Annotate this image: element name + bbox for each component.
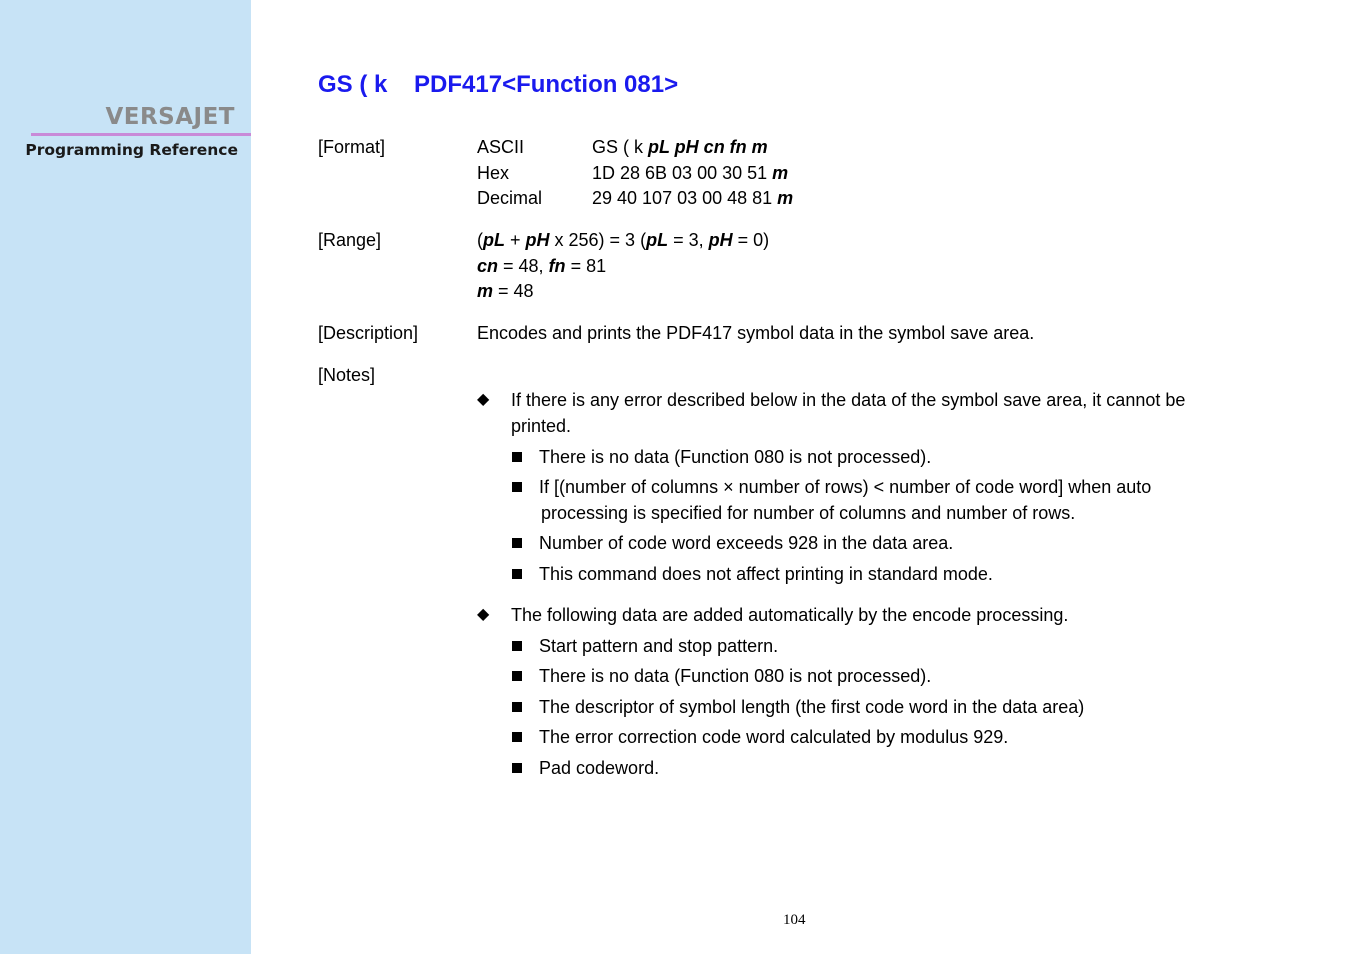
note-1-item: There is no data (Function 080 is not processed).	[539, 447, 932, 467]
range-line-3: m = 48	[477, 281, 534, 301]
note-1-line-2: printed.	[511, 416, 572, 436]
description-text: Encodes and prints the PDF417 symbol data in the symbol save area.	[477, 323, 1035, 343]
brand-subtitle: Programming Reference	[25, 141, 238, 159]
square-bullet-icon	[512, 763, 522, 773]
diamond-bullet-icon: ◆	[477, 391, 490, 408]
brand-divider	[31, 133, 251, 136]
note-2-item: The descriptor of symbol length (the first code word in the data area)	[539, 697, 1085, 717]
note-1-line-1: If there is any error described below in the data of the symbol save area, it cannot be	[511, 390, 1186, 410]
note-2-item: Start pattern and stop pattern.	[539, 636, 779, 656]
square-bullet-icon	[512, 482, 522, 492]
format-label: [Format]	[318, 137, 386, 157]
brand-logo-text: VERSAJET	[105, 104, 235, 130]
format-type-hex: Hex	[477, 163, 510, 183]
note-2-item: There is no data (Function 080 is not processed).	[539, 666, 932, 686]
square-bullet-icon	[512, 538, 522, 548]
format-value-hex: 1D 28 6B 03 00 30 51 m	[592, 163, 789, 183]
notes-label: [Notes]	[318, 365, 376, 385]
page-number: 104	[783, 912, 806, 928]
note-1-item: If [(number of columns × number of rows) < number of code word] when auto	[539, 477, 1152, 497]
format-value-ascii: GS ( k pL pH cn fn m	[592, 137, 768, 157]
format-type-decimal: Decimal	[477, 188, 543, 208]
description-label: [Description]	[318, 323, 419, 343]
note-1-item: This command does not affect printing in standard mode.	[539, 564, 993, 584]
square-bullet-icon	[512, 732, 522, 742]
square-bullet-icon	[512, 702, 522, 712]
diamond-bullet-icon: ◆	[477, 606, 490, 623]
square-bullet-icon	[512, 569, 522, 579]
format-type-ascii: ASCII	[477, 137, 525, 157]
range-line-2: cn = 48, fn = 81	[477, 256, 607, 276]
square-bullet-icon	[512, 641, 522, 651]
square-bullet-icon	[512, 671, 522, 681]
note-2-item: The error correction code word calculated by modulus 929.	[539, 727, 1009, 747]
range-label: [Range]	[318, 230, 382, 250]
note-1-item: Number of code word exceeds 928 in the data area.	[539, 533, 954, 553]
format-value-decimal: 29 40 107 03 00 48 81 m	[592, 188, 794, 208]
square-bullet-icon	[512, 452, 522, 462]
note-1-item-continuation: processing is specified for number of columns and number of rows.	[541, 503, 1076, 523]
page-title: GS ( k PDF417<Function 081>	[318, 71, 679, 98]
range-line-1: (pL + pH x 256) = 3 (pL = 3, pH = 0)	[477, 230, 770, 250]
note-2-item: Pad codeword.	[539, 758, 660, 778]
note-2-line-1: The following data are added automatically by the encode processing.	[511, 605, 1069, 625]
sidebar	[0, 0, 251, 954]
